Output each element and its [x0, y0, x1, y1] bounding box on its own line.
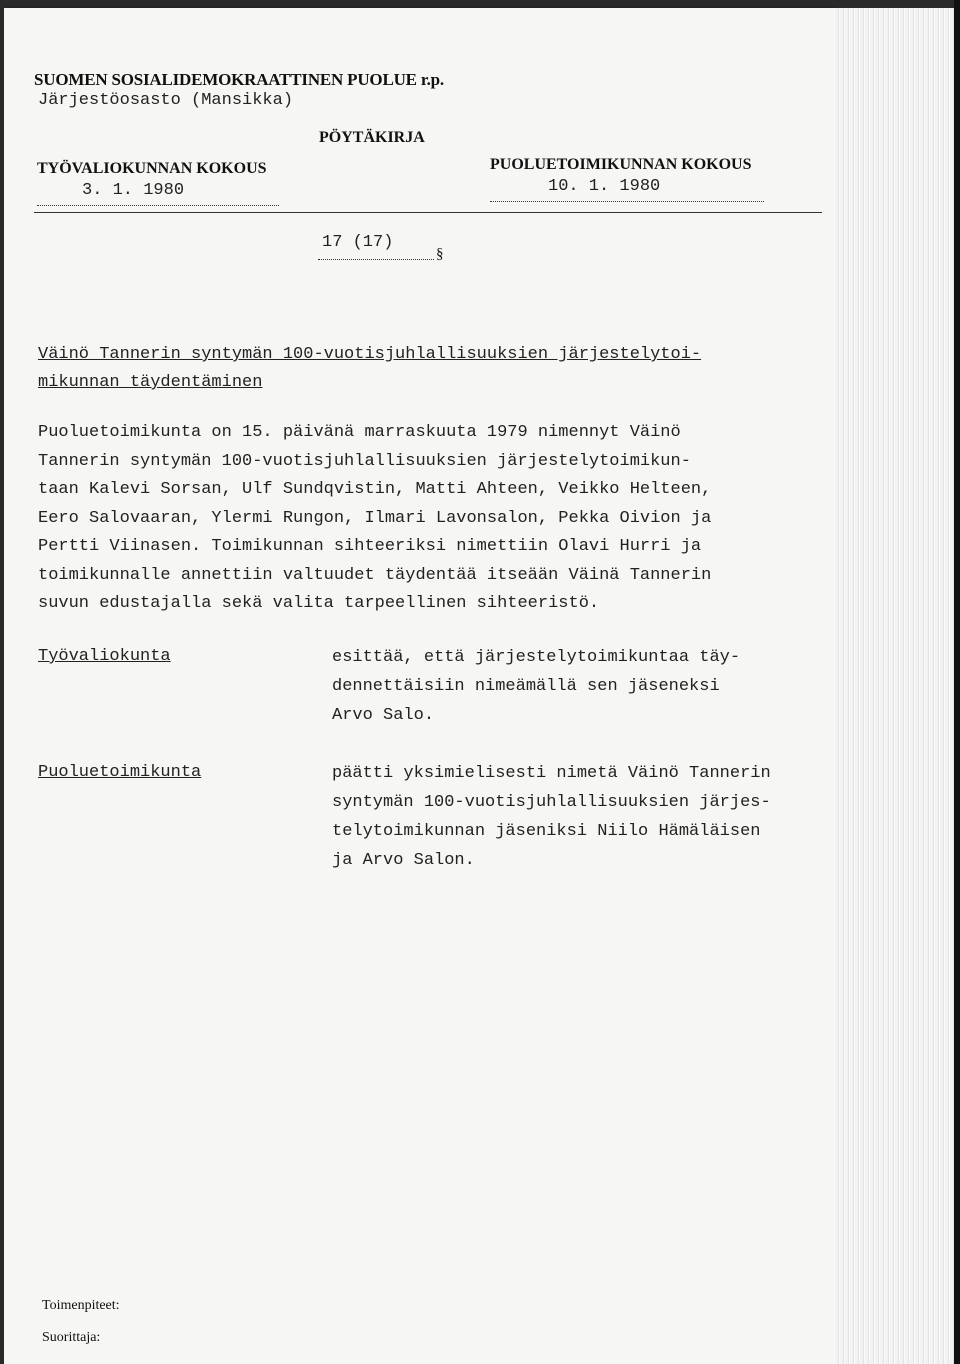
document-page	[4, 8, 834, 1364]
left-date-dotted-line	[37, 204, 279, 206]
section-dotted-line	[318, 258, 434, 260]
body-paragraph	[38, 419, 711, 619]
item-title	[38, 341, 701, 397]
section-number: 17 (17)	[322, 233, 394, 252]
suorittaja-label: Suorittaja:	[42, 1330, 101, 1345]
left-meeting-date: 3. 1. 1980	[82, 181, 185, 200]
tyovaliokunta-label: Työvaliokunta	[38, 647, 171, 666]
proposal-line: Arvo Salo.	[332, 706, 435, 725]
department-name: Järjestöosasto (Mansikka)	[38, 91, 294, 110]
organization-name: SUOMEN SOSIALIDEMOKRAATTINEN PUOLUE r.p.	[34, 70, 444, 89]
tyovaliokunta-proposal	[332, 643, 740, 730]
decision-line: ja Arvo Salon.	[332, 851, 475, 870]
decision-line: päätti yksimielisesti nimetä Väinö Tannerin	[332, 764, 771, 783]
puoluetoimikunta-decision	[332, 759, 771, 875]
left-meeting-label: TYÖVALIOKUNNAN KOKOUS	[37, 160, 267, 177]
body-line: taan Kalevi Sorsan, Ulf Sundqvistin, Matti Ahteen, Veikko Helteen,	[38, 480, 712, 499]
toimenpiteet-label: Toimenpiteet:	[42, 1298, 120, 1313]
right-meeting-label: PUOLUETOIMIKUNNAN KOKOUS	[490, 156, 752, 173]
right-date-dotted-line	[490, 200, 764, 202]
header-divider	[34, 212, 822, 213]
body-line: toimikunnalle annettiin valtuudet täydentää itseään Väinä Tannerin	[38, 565, 712, 585]
binder-spine	[954, 0, 960, 1364]
decision-line: telytoimikunnan jäseniksi Niilo Hämäläisen	[332, 822, 761, 841]
body-line: Tannerin syntymän 100-vuotisjuhlallisuuksien järjestelytoimikun-	[38, 451, 691, 471]
decision-line: syntymän 100-vuotisjuhlallisuuksien järjes-	[332, 793, 771, 812]
right-meeting-date: 10. 1. 1980	[548, 177, 661, 196]
proposal-line: esittää, että järjestelytoimikuntaa täy-	[332, 648, 741, 667]
proposal-line: dennettäisiin nimeämällä sen jäseneksi	[332, 677, 720, 696]
body-line: Puoluetoimikunta on 15. päivänä marraskuuta 1979 nimennyt Väinö	[38, 423, 681, 442]
body-line: Eero Salovaaran, Ylermi Rungon, Ilmari Lavonsalon, Pekka Oivion ja	[38, 508, 712, 528]
binder-page-edges	[834, 8, 954, 1364]
document-type: PÖYTÄKIRJA	[319, 129, 425, 146]
item-title-line-1: Väinö Tannerin syntymän 100-vuotisjuhlallisuuksien järjestelytoi-	[38, 345, 702, 364]
puoluetoimikunta-label: Puoluetoimikunta	[38, 763, 202, 782]
body-line: Pertti Viinasen. Toimikunnan sihteeriksi nimettiin Olavi Hurri ja	[38, 537, 702, 556]
section-symbol: §	[436, 246, 444, 262]
item-title-line-2: mikunnan täydentäminen	[38, 373, 263, 392]
body-line: suvun edustajalla sekä valita tarpeellinen sihteeristö.	[38, 594, 600, 613]
